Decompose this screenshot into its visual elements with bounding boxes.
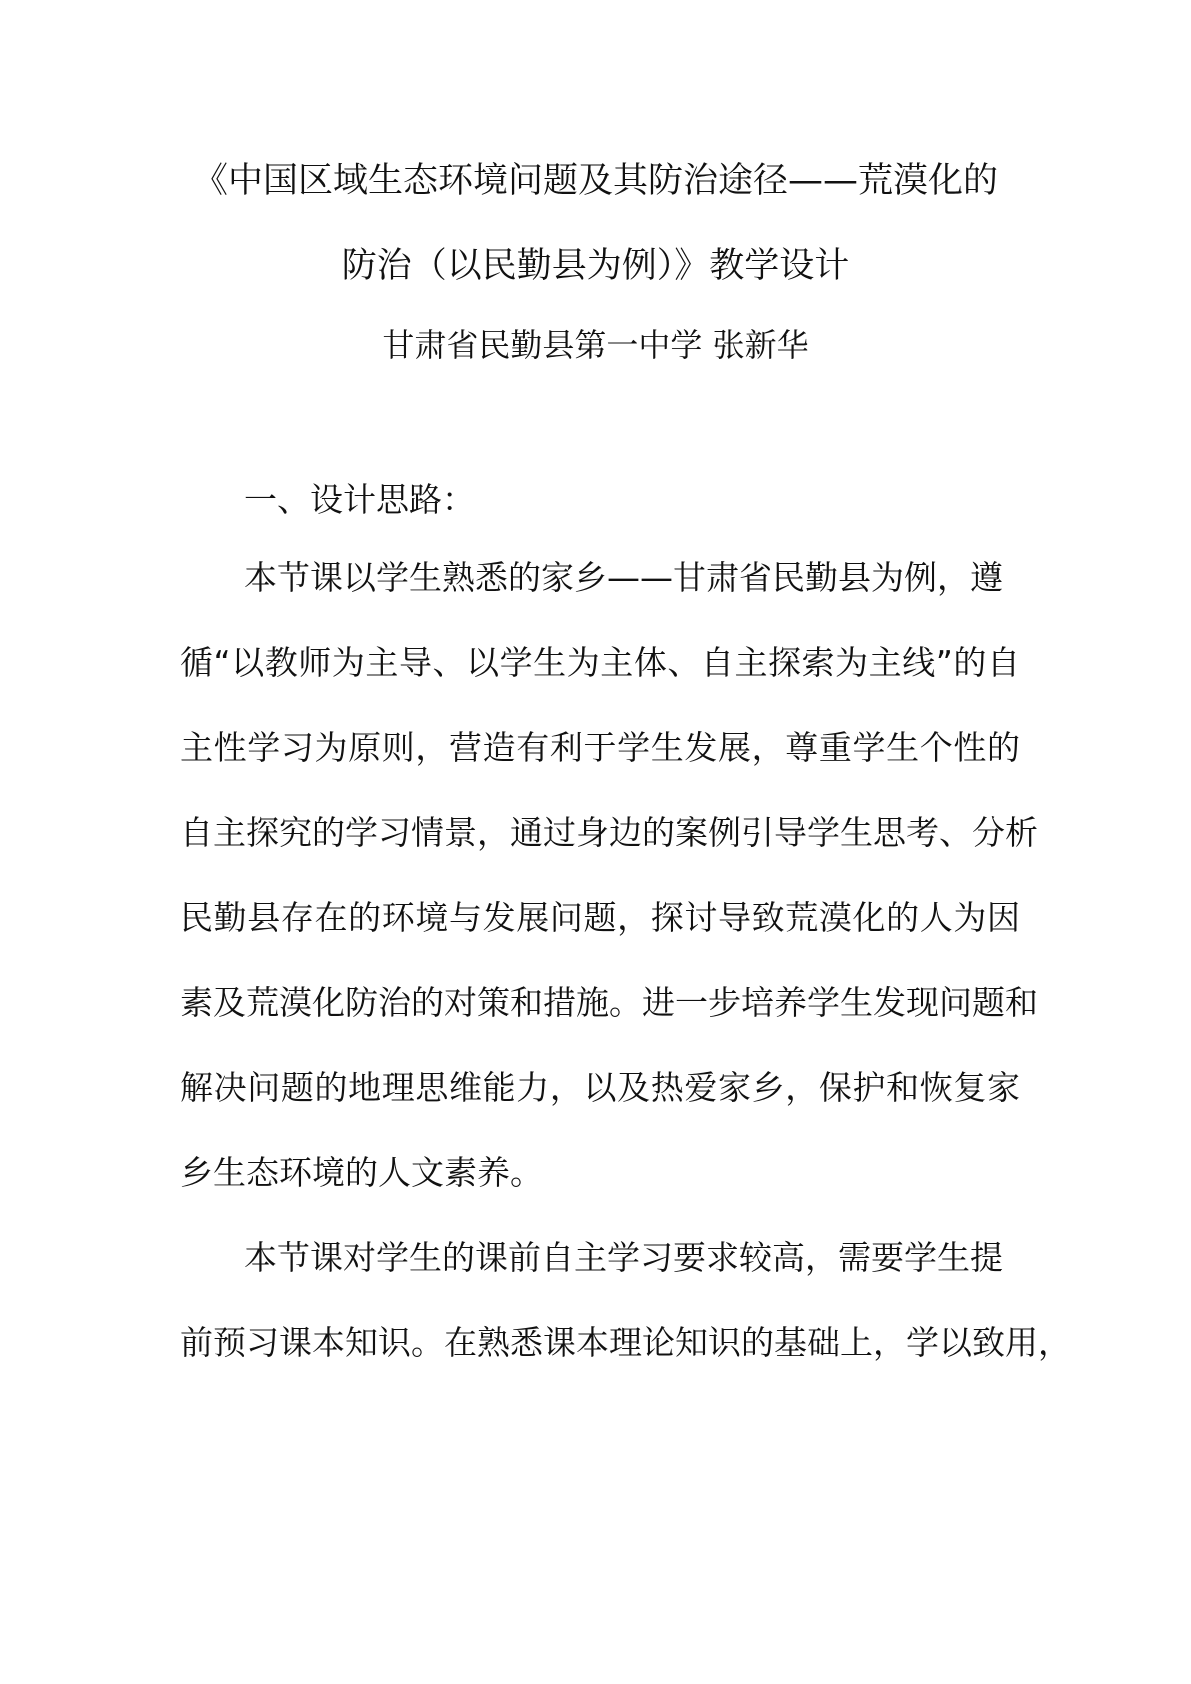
paragraph-1-line-8: 乡生态环境的人文素养。 [180, 1153, 543, 1192]
paragraph-1-line-1: 本节课以学生熟悉的家乡——甘肃省民勤县为例，遵 [244, 558, 1003, 597]
section-heading: 一、设计思路： [244, 480, 475, 519]
paragraph-1-line-4: 自主探究的学习情景，通过身边的案例引导学生思考、分析 [180, 813, 1038, 852]
paragraph-1-line-5: 民勤县存在的环境与发展问题，探讨导致荒漠化的人为因 [180, 898, 1020, 937]
document-title-line-1: 《中国区域生态环境问题及其防治途径——荒漠化的 [192, 161, 998, 201]
paragraph-1-line-3: 主性学习为原则，营造有利于学生发展，尊重学生个性的 [180, 728, 1020, 767]
paragraph-1-line-6: 素及荒漠化防治的对策和措施。进一步培养学生发现问题和 [180, 983, 1038, 1022]
paragraph-2-line-2: 前预习课本知识。在熟悉课本理论知识的基础上，学以致用， [180, 1323, 1071, 1362]
document-title-line-2: 防治（以民勤县为例）》教学设计 [341, 246, 850, 286]
author-line: 甘肃省民勤县第一中学 张新华 [382, 326, 809, 364]
paragraph-2-line-1: 本节课对学生的课前自主学习要求较高，需要学生提 [244, 1238, 1003, 1277]
paragraph-1-line-7: 解决问题的地理思维能力，以及热爱家乡，保护和恢复家 [180, 1068, 1020, 1107]
paragraph-1-line-2: 循“以教师为主导、以学生为主体、自主探索为主线”的自 [180, 643, 1020, 682]
